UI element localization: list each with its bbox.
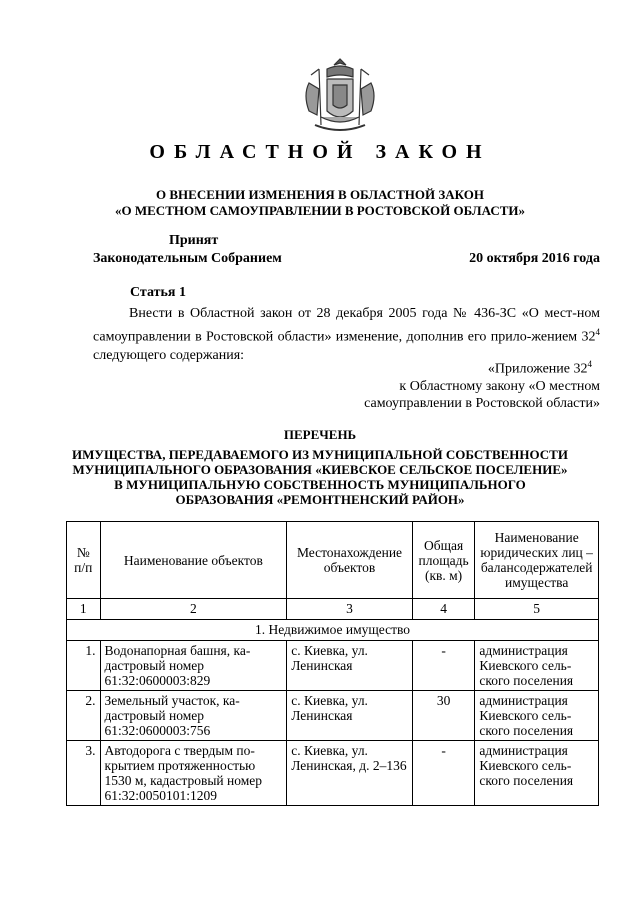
section-heading: 1. Недвижимое имущество <box>67 620 599 641</box>
object-location: с. Киевка, ул. Ленинская, д. 2–136 <box>287 741 413 806</box>
table-row <box>67 691 599 741</box>
column-number: 3 <box>287 599 413 620</box>
object-name: Водонапорная башня, ка-дастровый номер 61:32:0600003:829 <box>100 641 287 691</box>
list-subtitle-line-4: ОБРАЗОВАНИЯ «РЕМОНТНЕНСКИЙ РАЙОН» <box>175 492 465 507</box>
list-title: ПЕРЕЧЕНЬ <box>283 427 357 442</box>
header-holder: Наименование юридических лиц – балансодержателей имущества <box>475 522 599 599</box>
object-holder: администрация Киевского сель-ского поселения <box>475 741 599 806</box>
object-location: с. Киевка, ул. Ленинская <box>287 641 413 691</box>
table-header-row <box>67 522 599 599</box>
appendix-ref-line-1: к Областному закону «О местном <box>399 379 600 394</box>
column-number: 4 <box>412 599 475 620</box>
object-name: Земельный участок, ка-дастровый номер 61:32:0600003:756 <box>100 691 287 741</box>
subtitle-line-1: О ВНЕСЕНИИ ИЗМЕНЕНИЯ В ОБЛАСТНОЙ ЗАКОН <box>156 187 484 202</box>
object-area: 30 <box>412 691 475 741</box>
section-row <box>67 620 599 641</box>
column-number: 1 <box>67 599 101 620</box>
object-area: - <box>412 741 475 806</box>
appendix-label <box>488 359 592 378</box>
table-row <box>67 641 599 691</box>
object-holder: администрация Киевского сель-ского поселения <box>475 691 599 741</box>
object-name: Автодорога с твердым по-крытием протяженностью 1530 м, кадастровый номер 61:32:0050101:1209 <box>100 741 287 806</box>
list-subtitle-line-3: В МУНИЦИПАЛЬНУЮ СОБСТВЕННОСТЬ МУНИЦИПАЛЬНОГО <box>114 477 526 492</box>
column-numbers-row <box>67 599 599 620</box>
adopted-label: Принят <box>169 233 219 248</box>
row-number: 1. <box>67 641 101 691</box>
table-row <box>67 741 599 806</box>
document-subtitle <box>60 187 580 219</box>
list-subtitle-line-1: ИМУЩЕСТВА, ПЕРЕДАВАЕМОГО ИЗ МУНИЦИПАЛЬНОЙ СОБСТВЕННОСТИ <box>72 447 568 462</box>
header-area: Общая площадь (кв. м) <box>412 522 475 599</box>
object-holder: администрация Киевского сель-ского поселения <box>475 641 599 691</box>
header-name: Наименование объектов <box>100 522 287 599</box>
row-number: 3. <box>67 741 101 806</box>
object-location: с. Киевка, ул. Ленинская <box>287 691 413 741</box>
list-subtitle <box>70 447 570 507</box>
appendix-label-superscript: 4 <box>587 359 592 369</box>
list-subtitle-line-2: МУНИЦИПАЛЬНОГО ОБРАЗОВАНИЯ «КИЕВСКОЕ СЕЛЬСКОЕ ПОСЕЛЕНИЕ» <box>72 462 568 477</box>
appendix-reference <box>320 378 600 412</box>
article-text <box>93 305 600 365</box>
article-text-part-1: Внести в Областной закон от 28 декабря 2005 года № 436-ЗС «О мест-ном самоуправлении в Ростовской области» изменение, дополнив его прило-жением 32 <box>93 306 600 345</box>
column-number: 2 <box>100 599 287 620</box>
article-heading: Статья 1 <box>130 285 186 300</box>
row-number: 2. <box>67 691 101 741</box>
header-number: № п/п <box>67 522 101 599</box>
document-title: ОБЛАСТНОЙ ЗАКОН <box>149 141 491 163</box>
appendix-label-text: «Приложение 32 <box>487 361 588 377</box>
column-number: 5 <box>475 599 599 620</box>
property-table <box>66 521 599 806</box>
object-area: - <box>412 641 475 691</box>
appendix-ref-line-2: самоуправлении в Ростовской области» <box>364 396 600 411</box>
header-location: Местонахождение объектов <box>287 522 413 599</box>
subtitle-line-2: «О МЕСТНОМ САМОУПРАВЛЕНИИ В РОСТОВСКОЙ ОБЛАСТИ» <box>115 203 525 218</box>
article-text-superscript: 4 <box>595 327 600 337</box>
article-text-part-2: следующего содержания: <box>93 347 245 363</box>
adopted-by: Законодательным Собранием <box>93 251 282 266</box>
coat-of-arms-emblem <box>297 55 383 137</box>
adoption-date: 20 октября 2016 года <box>469 251 600 266</box>
